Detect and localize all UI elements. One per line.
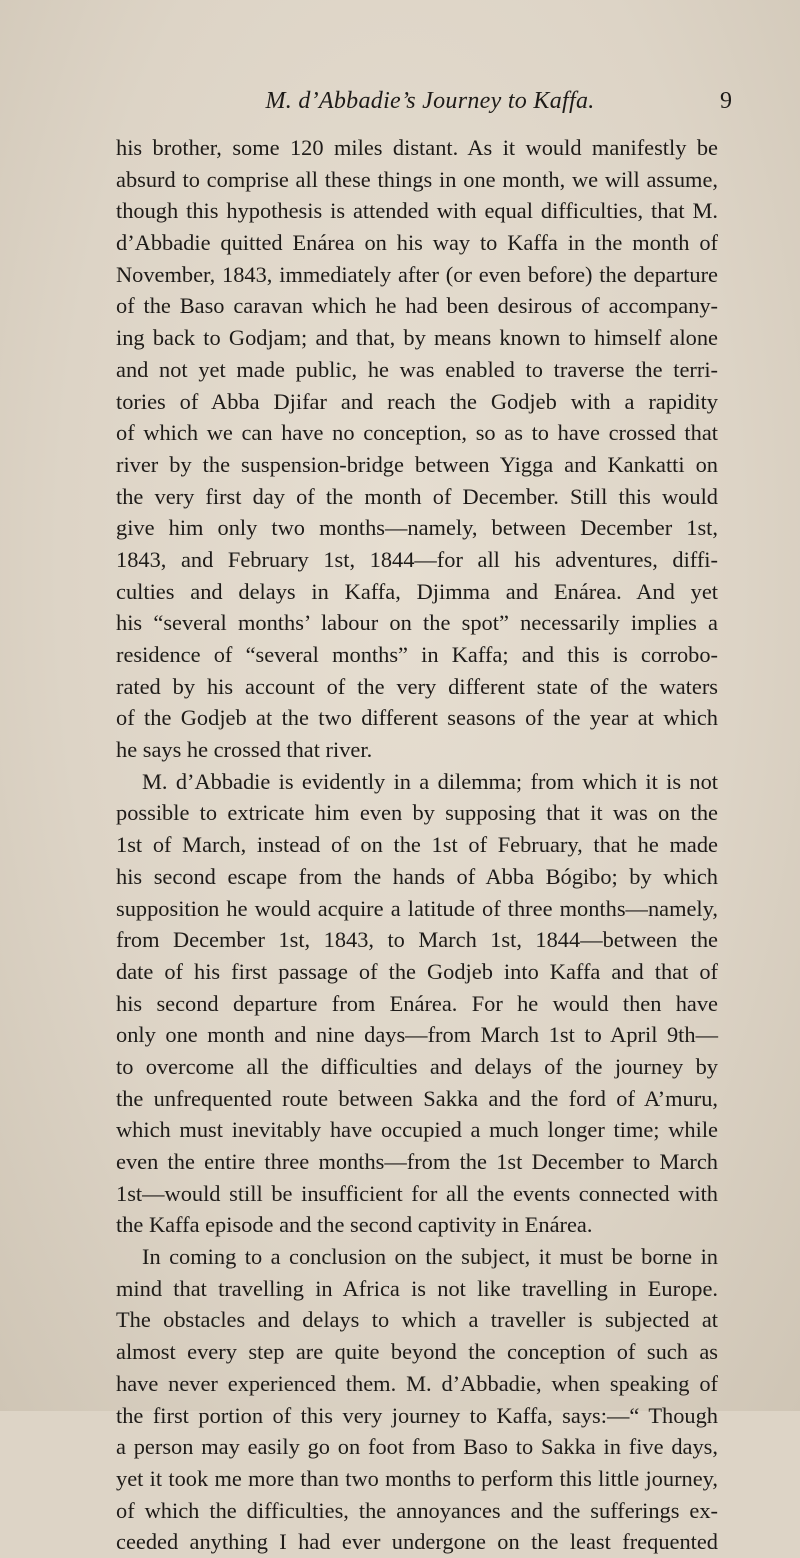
text-line: from December 1st, 1843, to March 1st, 1844—between the [116,927,718,953]
text-line: of which we can have no conception, so as to have crossed that [116,420,718,446]
text-line: 1st—would still be insufficient for all the events connected with [116,1180,718,1206]
text-line: rated by his account of the very different state of the waters [116,673,718,699]
text-line: d’Abbadie quitted Enárea on his way to Kaffa in the month of [116,230,718,256]
text-line: the first portion of this very journey to Kaffa, says:—“ Though [116,1402,718,1428]
text-line: In coming to a conclusion on the subject, it must be borne in [142,1244,718,1270]
text-line: the very first day of the month of December. Still this would [116,483,718,509]
running-title: M. d’Abbadie’s Journey to Kaffa. [265,88,595,114]
text-line: his “several months’ labour on the spot” necessarily implies a [116,610,718,636]
text-line: 1st of March, instead of on the 1st of February, that he made [116,832,718,858]
text-line: mind that travelling in Africa is not like travelling in Europe. [116,1275,718,1301]
text-line: ing back to Godjam; and that, by means known to himself alone [116,325,718,351]
text-line: his second escape from the hands of Abba Bógibo; by which [116,863,718,889]
text-line: ceeded anything I had ever undergone on the least frequented [116,1529,718,1555]
text-line: to overcome all the difficulties and delays of the journey by [116,1053,718,1079]
text-line: his brother, some 120 miles distant. As it would manifestly be [116,135,718,160]
text-line: M. d’Abbadie is evidently in a dilemma; from which it is not [142,768,718,794]
text-line: tories of Abba Djifar and reach the Godjeb with a rapidity [116,388,718,414]
text-line: he says he crossed that river. [116,737,373,763]
text-line: of the Godjeb at the two different seasons of the year at which [116,705,718,731]
text-line: almost every step are quite beyond the conception of such as [116,1339,718,1365]
text-line: yet it took me more than two months to perform this little journey, [116,1465,718,1491]
text-line: which must inevitably have occupied a much longer time; while [116,1117,718,1143]
text-line: of the Baso caravan which he had been desirous of accompany- [116,293,718,319]
text-line: the unfrequented route between Sakka and the ford of A’muru, [116,1085,718,1111]
text-line: the Kaffa episode and the second captivity in Enárea. [116,1212,593,1238]
text-line: of which the difficulties, the annoyances and the sufferings ex- [116,1497,718,1523]
text-line: his second departure from Enárea. For he would then have [116,990,718,1016]
running-head [118,88,742,122]
text-line: date of his first passage of the Godjeb into Kaffa and that of [116,958,718,984]
text-line: only one month and nine days—from March 1st to April 9th— [116,1022,718,1048]
text-line: possible to extricate him even by supposing that it was on the [116,800,718,826]
text-line: absurd to comprise all these things in one month, we will assume, [116,166,718,192]
text-line: give him only two months—namely, between December 1st, [116,515,718,541]
text-line: culties and delays in Kaffa, Djimma and Enárea. And yet [116,578,718,604]
body-text [116,132,718,1558]
text-line: November, 1843, immediately after (or even before) the departure [116,261,718,287]
page-number: 9 [720,88,732,114]
text-line: a person may easily go on foot from Baso to Sakka in five days, [116,1434,718,1460]
text-line: river by the suspension-bridge between Yigga and Kankatti on [116,451,718,477]
text-line: and not yet made public, he was enabled to traverse the terri- [116,356,718,382]
text-line: residence of “several months” in Kaffa; and this is corrobo- [116,642,718,667]
text-line: The obstacles and delays to which a traveller is subjected at [116,1307,718,1333]
text-line: though this hypothesis is attended with equal difficulties, that M. [116,198,718,224]
text-line: have never experienced them. M. d’Abbadie, when speaking of [116,1370,718,1396]
text-line: even the entire three months—from the 1st December to March [116,1149,718,1174]
text-line: 1843, and February 1st, 1844—for all his adventures, diffi- [116,546,718,572]
text-line: supposition he would acquire a latitude of three months—namely, [116,895,718,921]
